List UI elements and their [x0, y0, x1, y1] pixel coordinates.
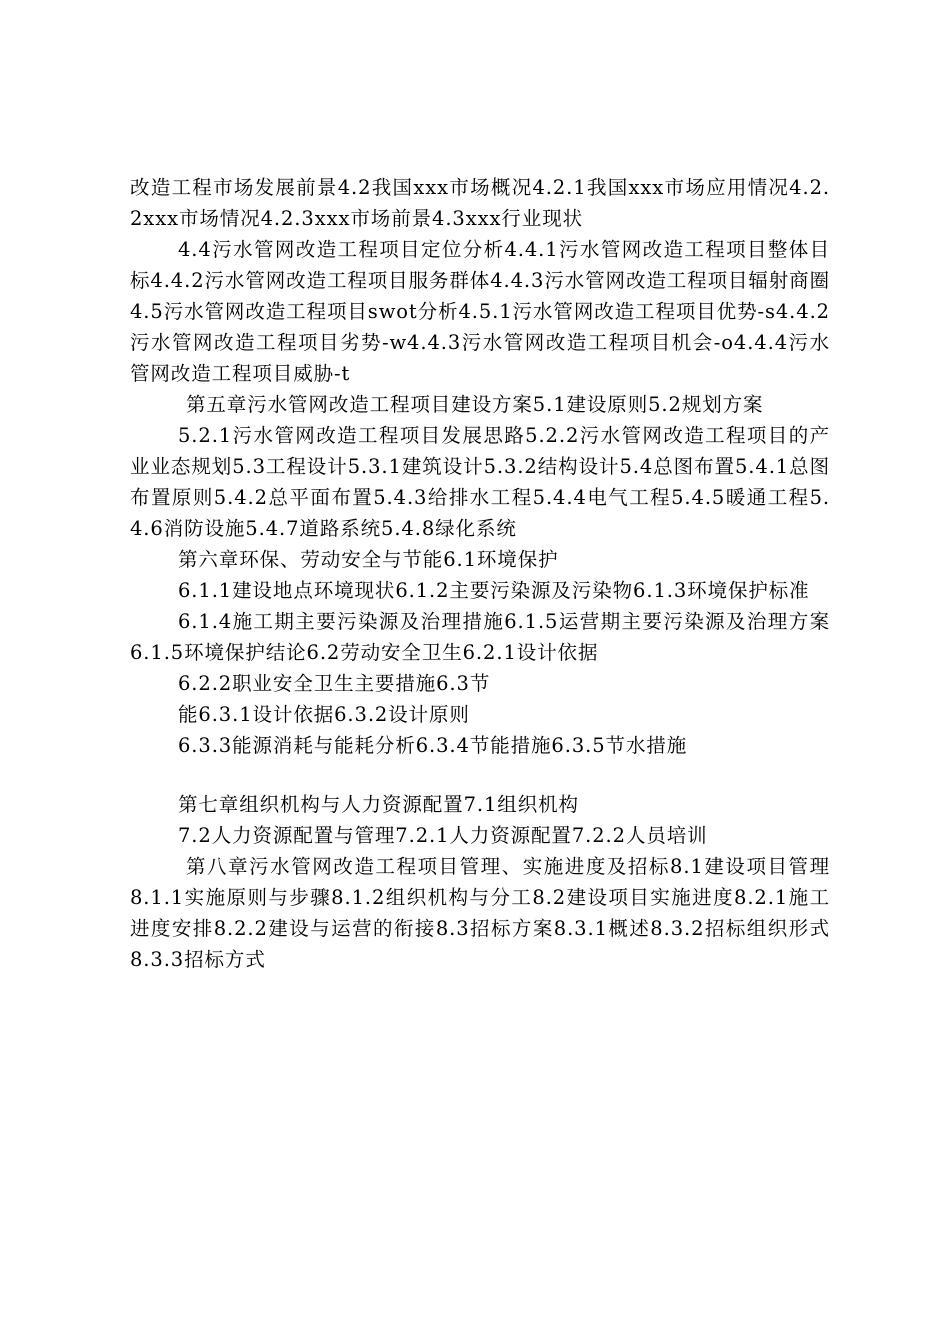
paragraph-pollution-control: 6.1.4施工期主要污染源及治理措施6.1.5运营期主要污染源及治理方案6.1.5环境保护结论6.2劳动安全卫生6.2.1设计依据 — [130, 610, 830, 664]
paragraph-chapter-8-heading: 第八章污水管网改造工程项目管理、实施进度及招标8.1建设项目管理8.1.1实施原则与步骤8.1.2组织机构与分工8.2建设项目实施进度8.2.1施工进度安排8.2.2建设与运营的衔接8.3招标方案8.3.1概述8.3.2招标组织形式8.3.3招标方式 — [130, 855, 830, 971]
paragraph-development-plan: 5.2.1污水管网改造工程项目发展思路5.2.2污水管网改造工程项目的产业业态规划5.3工程设计5.3.1建筑设计5.3.2结构设计5.4总图布置5.4.1总图布置原则5.4.2总平面布置5.4.3给排水工程5.4.4电气工程5.4.5暖通工程5.4.6消防设施5.4.7道路系统5.4.8绿化系统 — [130, 424, 830, 540]
document-body — [130, 172, 830, 975]
paragraph-chapter-7-heading: 第七章组织机构与人力资源配置7.1组织机构 — [178, 793, 579, 816]
paragraph-market-outlook: 改造工程市场发展前景4.2我国xxx市场概况4.2.1我国xxx市场应用情况4.2.2xxx市场情况4.2.3xxx市场前景4.3xxx行业现状 — [130, 176, 830, 230]
paragraph-chapter-6-heading: 第六章环保、劳动安全与节能6.1环境保护 — [178, 548, 559, 571]
paragraph-safety-measures: 6.2.2职业安全卫生主要措施6.3节 — [178, 672, 491, 695]
paragraph-chapter-5-heading: 第五章污水管网改造工程项目建设方案5.1建设原则5.2规划方案 — [186, 393, 764, 416]
paragraph-environment-status: 6.1.1建设地点环境现状6.1.2主要污染源及污染物6.1.3环境保护标准 — [178, 579, 810, 602]
paragraph-energy-design: 能6.3.1设计依据6.3.2设计原则 — [178, 703, 470, 726]
paragraph-project-positioning: 4.4污水管网改造工程项目定位分析4.4.1污水管网改造工程项目整体目标4.4.2污水管网改造工程项目服务群体4.4.3污水管网改造工程项目辐射商圈4.5污水管网改造工程项目swot分析4.5.1污水管网改造工程项目优势-s4.4.2污水管网改造工程项目劣势-w4.4.3污水管网改造工程项目机会-o4.4.4污水管网改造工程项目威胁-t — [130, 238, 830, 385]
paragraph-energy-consumption: 6.3.3能源消耗与能耗分析6.3.4节能措施6.3.5节水措施 — [178, 734, 688, 757]
paragraph-human-resources: 7.2人力资源配置与管理7.2.1人力资源配置7.2.2人员培训 — [178, 824, 708, 847]
